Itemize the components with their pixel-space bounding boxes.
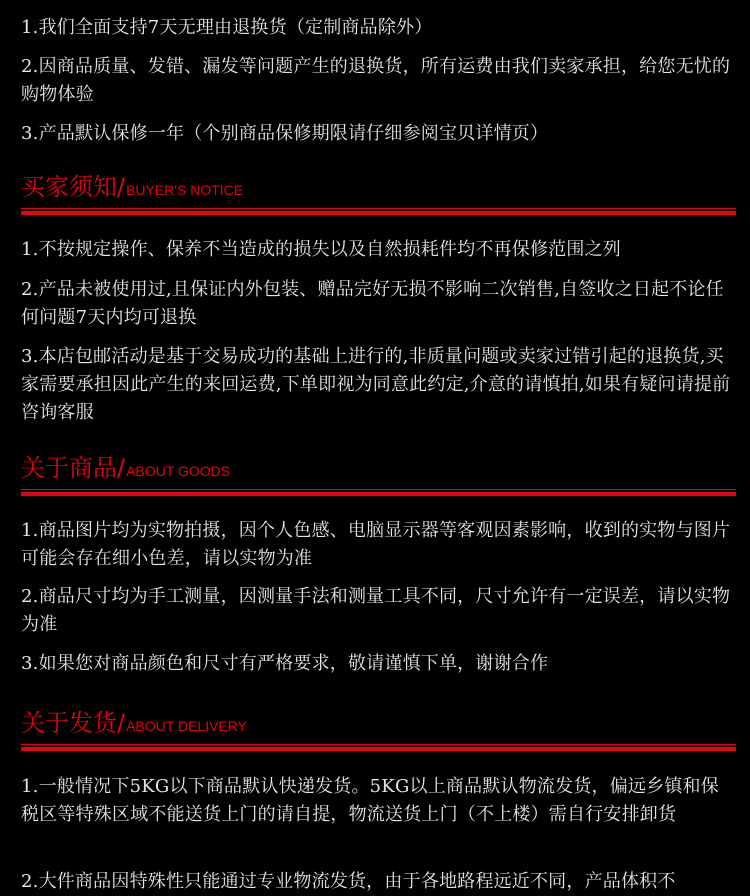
buyers-notice-divider: [21, 208, 736, 215]
divider-thick-line: [21, 211, 736, 215]
buyers-notice-title-cn: 买家须知/: [21, 173, 126, 201]
divider-thin-line: [21, 744, 736, 745]
about-delivery-item-2: 2.大件商品因特殊性只能通过专业物流发货，由于各地路程远近不同，产品体积不: [21, 871, 676, 892]
about-delivery-title-en: ABOUT DELIVERY: [126, 718, 247, 734]
buyers-notice-title: [21, 168, 243, 202]
about-goods-item-1: 1.商品图片均为实物拍摄，因个人色感、电脑显示器等客观因素影响，收到的实物与图片可能会存在细小色差，请以实物为准: [21, 520, 731, 569]
about-goods-title: [21, 449, 230, 483]
intro-item-3: 3.产品默认保修一年（个别商品保修期限请仔细参阅宝贝详情页）: [21, 123, 549, 144]
divider-thick-line: [21, 747, 736, 751]
about-goods-item-3: 3.如果您对商品颜色和尺寸有严格要求，敬请谨慎下单，谢谢合作: [21, 653, 549, 674]
intro-item-1: 1.我们全面支持7天无理由退换货（定制商品除外）: [21, 17, 433, 38]
buyers-notice-item-2: 2.产品未被使用过,且保证内外包装、赠品完好无损不影响二次销售,自签收之日起不论任何问题7天内均可退换: [21, 279, 724, 328]
divider-thin-line: [21, 489, 736, 490]
about-delivery-title-cn: 关于发货/: [21, 709, 126, 737]
about-delivery-item-1: 1.一般情况下5KG以下商品默认快递发货。5KG以上商品默认物流发货，偏远乡镇和保税区等特殊区域不能送货上门的请自提，物流送货上门（不上楼）需自行安排卸货: [21, 776, 719, 825]
divider-thin-line: [21, 208, 736, 209]
about-delivery-title: [21, 704, 247, 738]
buyers-notice-item-3: 3.本店包邮活动是基于交易成功的基础上进行的,非质量问题或卖家过错引起的退换货,买家需要承担因此产生的来回运费,下单即视为同意此约定,介意的请慎拍,如果有疑问请提前咨询客服: [21, 346, 731, 423]
about-goods-title-en: ABOUT GOODS: [126, 463, 231, 479]
buyers-notice-item-1: 1.不按规定操作、保养不当造成的损失以及自然损耗件均不再保修范围之列: [21, 239, 621, 260]
buyers-notice-title-en: BUYER'S NOTICE: [126, 182, 244, 198]
intro-item-2: 2.因商品质量、发错、漏发等问题产生的退换货，所有运费由我们卖家承担，给您无忧的购物体验: [21, 56, 731, 105]
about-delivery-divider: [21, 744, 736, 751]
about-goods-title-cn: 关于商品/: [21, 454, 126, 482]
about-goods-divider: [21, 489, 736, 496]
about-goods-item-2: 2.商品尺寸均为手工测量，因测量手法和测量工具不同，尺寸允许有一定误差，请以实物为准: [21, 586, 731, 635]
divider-thick-line: [21, 492, 736, 496]
